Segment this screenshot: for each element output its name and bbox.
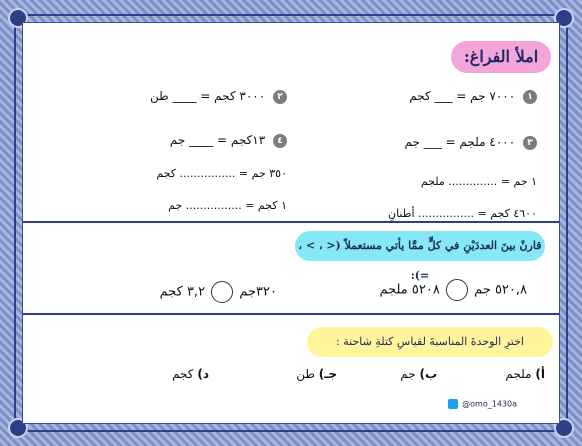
comparison-1-answer-circle[interactable] bbox=[446, 279, 468, 301]
section1-title: املأ الفراغ: bbox=[451, 41, 551, 73]
comparison-2-left: ٣٢٠جم bbox=[239, 284, 277, 300]
question-1 bbox=[409, 89, 537, 104]
question-number-badge: ١ bbox=[523, 90, 537, 104]
option-b-letter: ب) bbox=[419, 367, 437, 381]
section-divider bbox=[23, 313, 559, 315]
comparison-1 bbox=[379, 279, 527, 301]
option-a-letter: أ) bbox=[535, 367, 545, 381]
conversion-line-3: ٤٦٠٠ كجم = ................ أطنانٍ bbox=[387, 207, 537, 220]
twitter-icon bbox=[448, 399, 458, 409]
question-3-text: ٤٠٠٠ ملجم = ___ جم bbox=[404, 135, 516, 149]
section-divider bbox=[23, 221, 559, 223]
worksheet bbox=[22, 22, 560, 424]
author-handle: @omo_1430a bbox=[462, 399, 517, 409]
conversion-line-1: ١ جم = .............. ملجم bbox=[420, 175, 537, 188]
question-4 bbox=[170, 133, 287, 148]
author-credit bbox=[448, 399, 517, 409]
question-2 bbox=[150, 89, 287, 104]
option-d-text: كجم bbox=[172, 367, 194, 381]
option-a-text: ملجم bbox=[505, 367, 532, 381]
option-d-letter: د) bbox=[197, 367, 209, 381]
comparison-2 bbox=[160, 281, 277, 303]
comparison-2-answer-circle[interactable] bbox=[211, 281, 233, 303]
option-c-text: طن bbox=[296, 367, 315, 381]
comparison-2-right: ٣,٢ كجم bbox=[159, 284, 206, 300]
question-2-text: ٣٠٠٠ كجم = ____ طن bbox=[149, 89, 266, 103]
option-c-letter: جـ) bbox=[318, 367, 337, 381]
section3-title: اخترِ الوحدةَ المناسبةَ لقياسِ كتلةِ شاحنة : bbox=[307, 327, 553, 357]
question-number-badge: ٣ bbox=[523, 136, 537, 150]
option-c[interactable] bbox=[296, 367, 337, 381]
question-1-text: ٧٠٠٠ جم = ___ كجم bbox=[409, 89, 516, 103]
option-d[interactable] bbox=[172, 367, 209, 381]
question-number-badge: ٤ bbox=[273, 134, 287, 148]
section2-title: قارنْ بينَ العددَيْنِ في كلٍّ ممَّا يأتي مستعملاً (< ، > ، =): bbox=[295, 231, 545, 261]
question-number-badge: ٢ bbox=[273, 90, 287, 104]
comparison-1-left: ٥٢٠,٨ جم bbox=[474, 282, 527, 298]
option-b-text: جم bbox=[400, 367, 416, 381]
question-3 bbox=[405, 135, 537, 150]
conversion-line-2: ٣٥٠ جم = ................ كجم bbox=[156, 167, 287, 180]
question-4-text: ١٣كجم = ____ جم bbox=[169, 133, 266, 147]
option-b[interactable] bbox=[400, 367, 437, 381]
conversion-line-4: ١ كجم = ................ جم bbox=[168, 199, 287, 212]
comparison-1-right: ٥٢٠٨ ملجم bbox=[379, 282, 440, 298]
option-a[interactable] bbox=[505, 367, 545, 381]
